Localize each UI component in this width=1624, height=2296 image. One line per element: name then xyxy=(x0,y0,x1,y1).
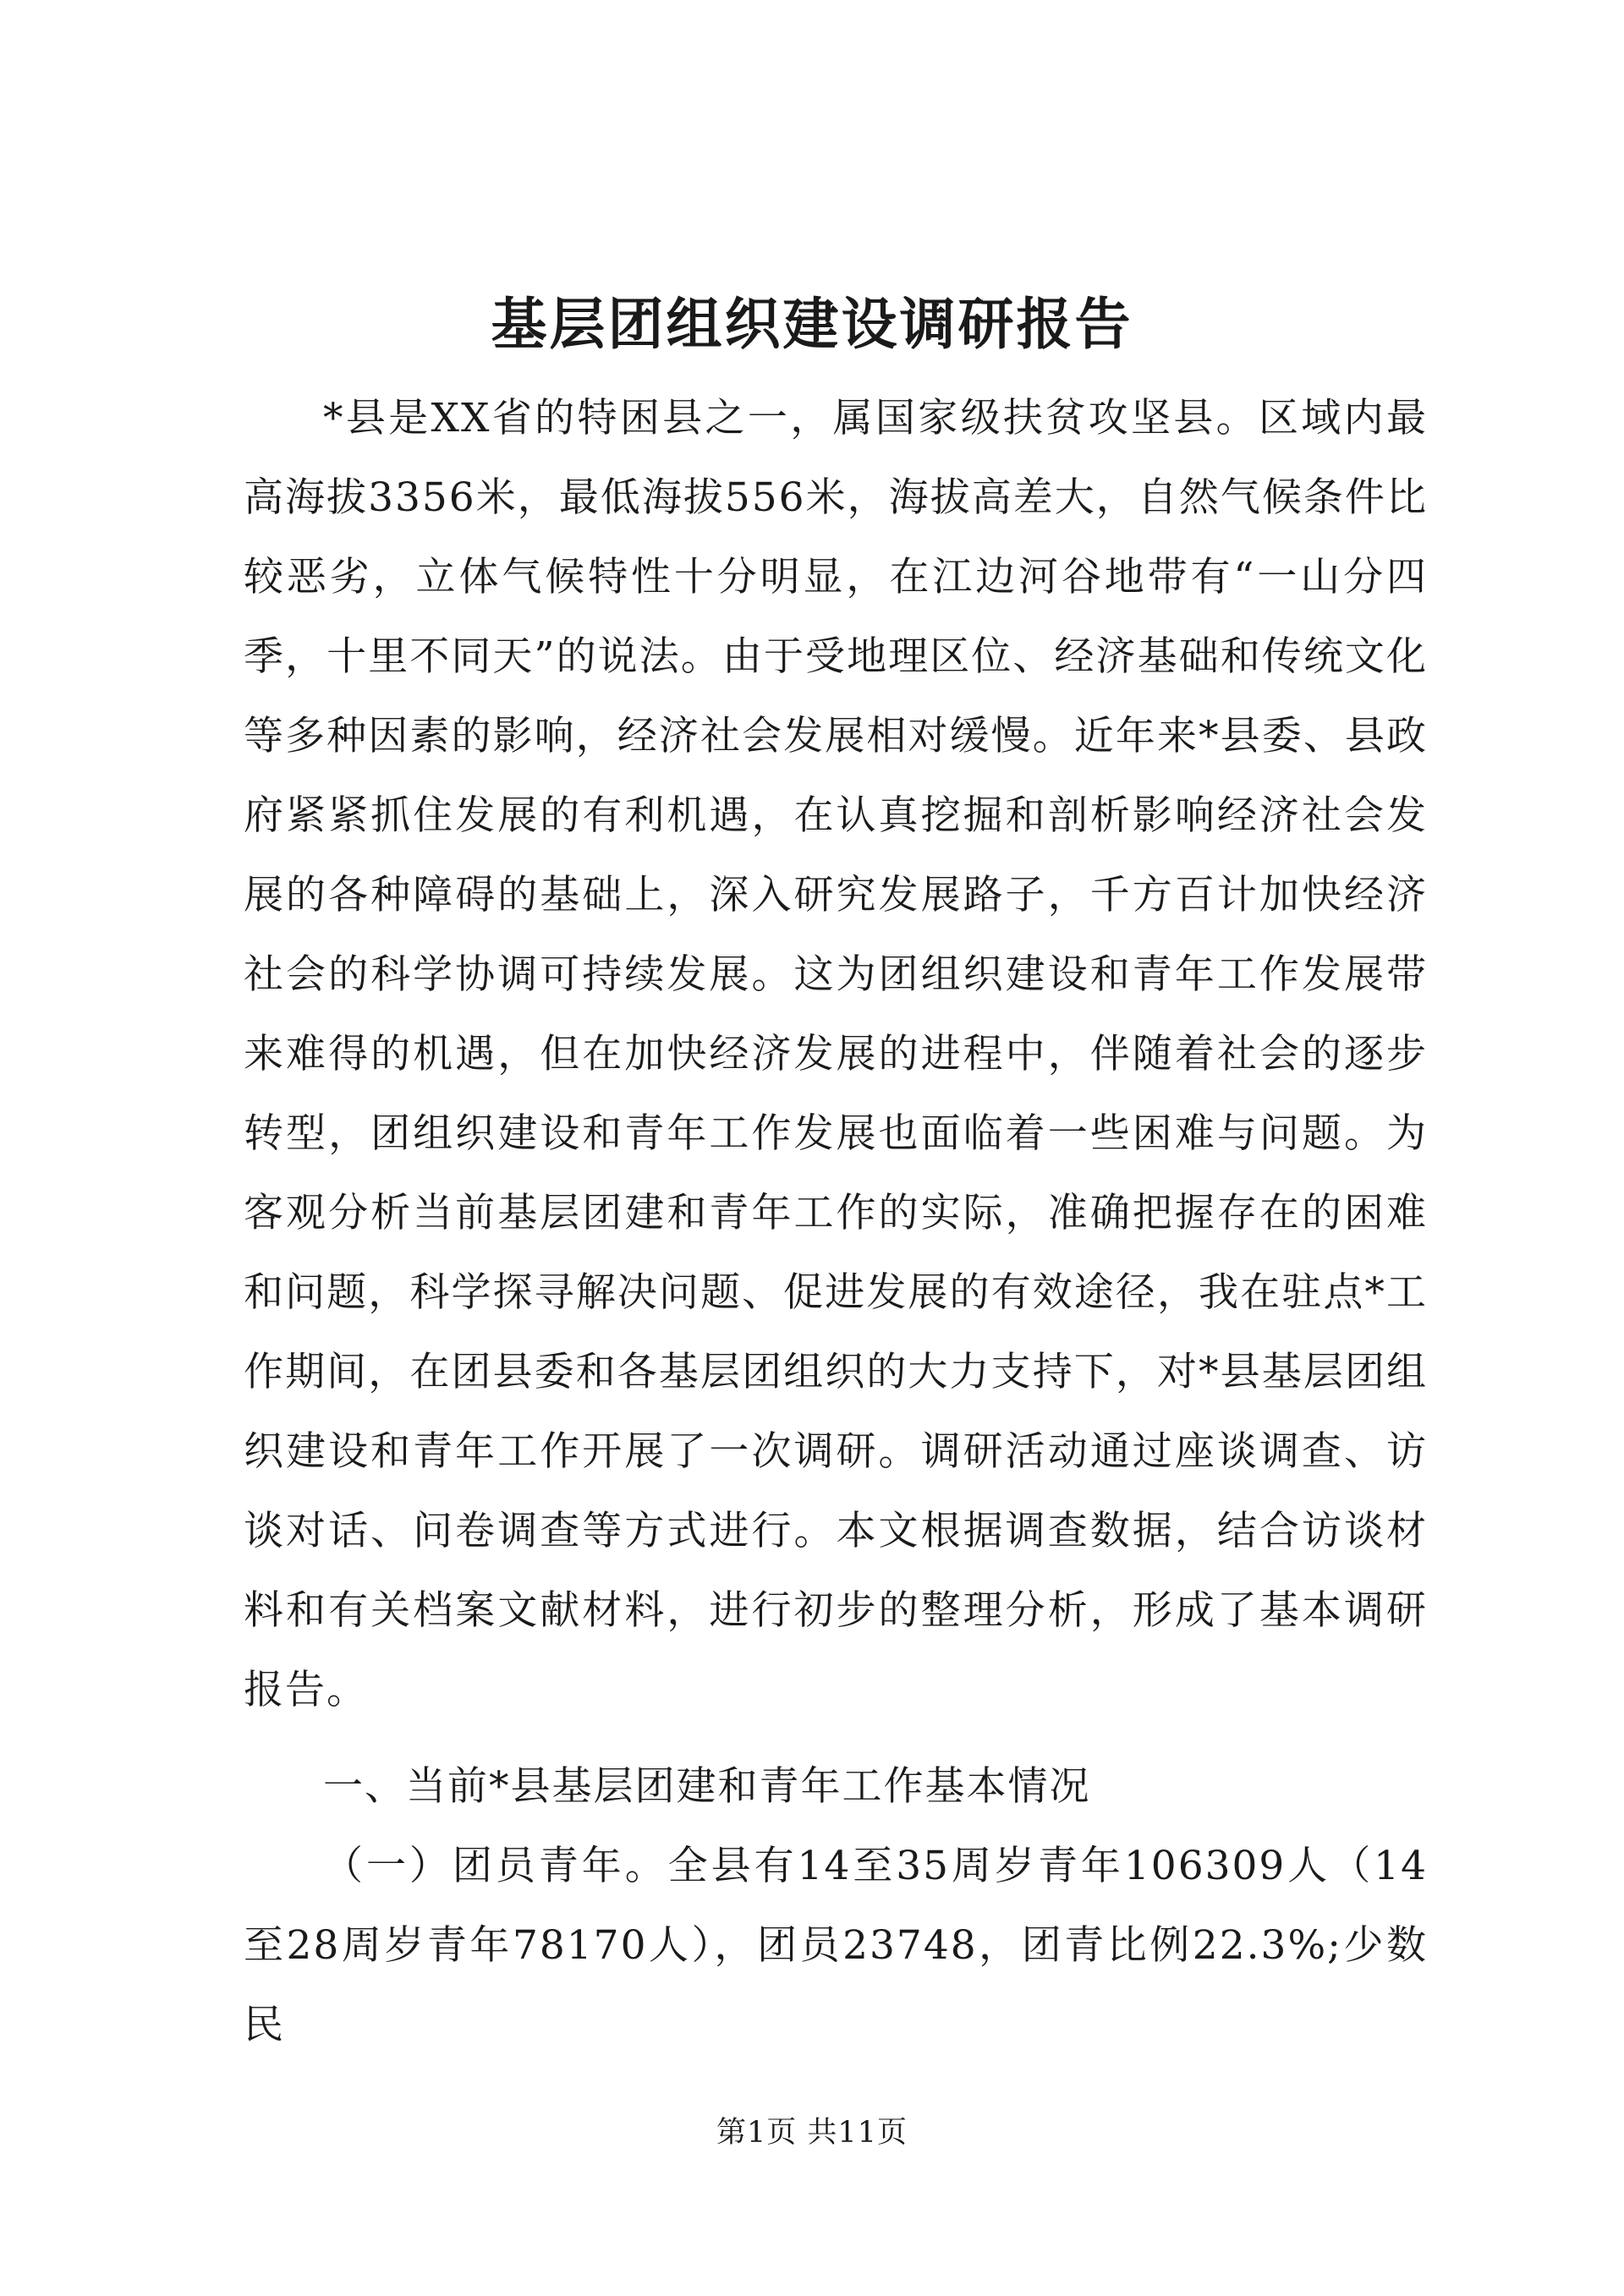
intro-paragraph: *县是XX省的特困县之一，属国家级扶贫攻坚县。区域内最高海拔3356米，最低海拔556米，海拔高差大，自然气候条件比较恶劣，立体气候特性十分明显，在江边河谷地带有“一山分四季，十里不同天”的说法。由于受地理区位、经济基础和传统文化等多种因素的影响，经济社会发展相对缓慢。近年来*县委、县政府紧紧抓住发展的有利机遇，在认真挖掘和剖析影响经济社会发展的各种障碍的基础上，深入研究发展路子，千方百计加快经济社会的科学协调可持续发展。这为团组织建设和青年工作发展带来难得的机遇，但在加快经济发展的进程中，伴随着社会的逐步转型，团组织建设和青年工作发展也面临着一些困难与问题。为客观分析当前基层团建和青年工作的实际，准确把握存在的困难和问题，科学探寻解决问题、促进发展的有效途径，我在驻点*工作期间，在团县委和各基层团组织的大力支持下，对*县基层团组织建设和青年工作开展了一次调研。调研活动通过座谈调查、访谈对话、问卷调查等方式进行。本文根据调查数据，结合访谈材料和有关档案文献材料，进行初步的整理分析，形成了基本调研报告。 xyxy=(244,395,1428,1713)
document-title: 基层团组织建设调研报告 xyxy=(491,291,1133,357)
subsection-paragraph: （一）团员青年。全县有14至35周岁青年106309人（14至28周岁青年78170人），团员23748，团青比例22.3%;少数民 xyxy=(244,1843,1428,2048)
page-number-footer: 第1页 共11页 xyxy=(716,2116,908,2150)
document-body xyxy=(244,379,1428,2065)
section-heading: 一、当前*县基层团建和青年工作基本情况 xyxy=(323,1763,1091,1810)
